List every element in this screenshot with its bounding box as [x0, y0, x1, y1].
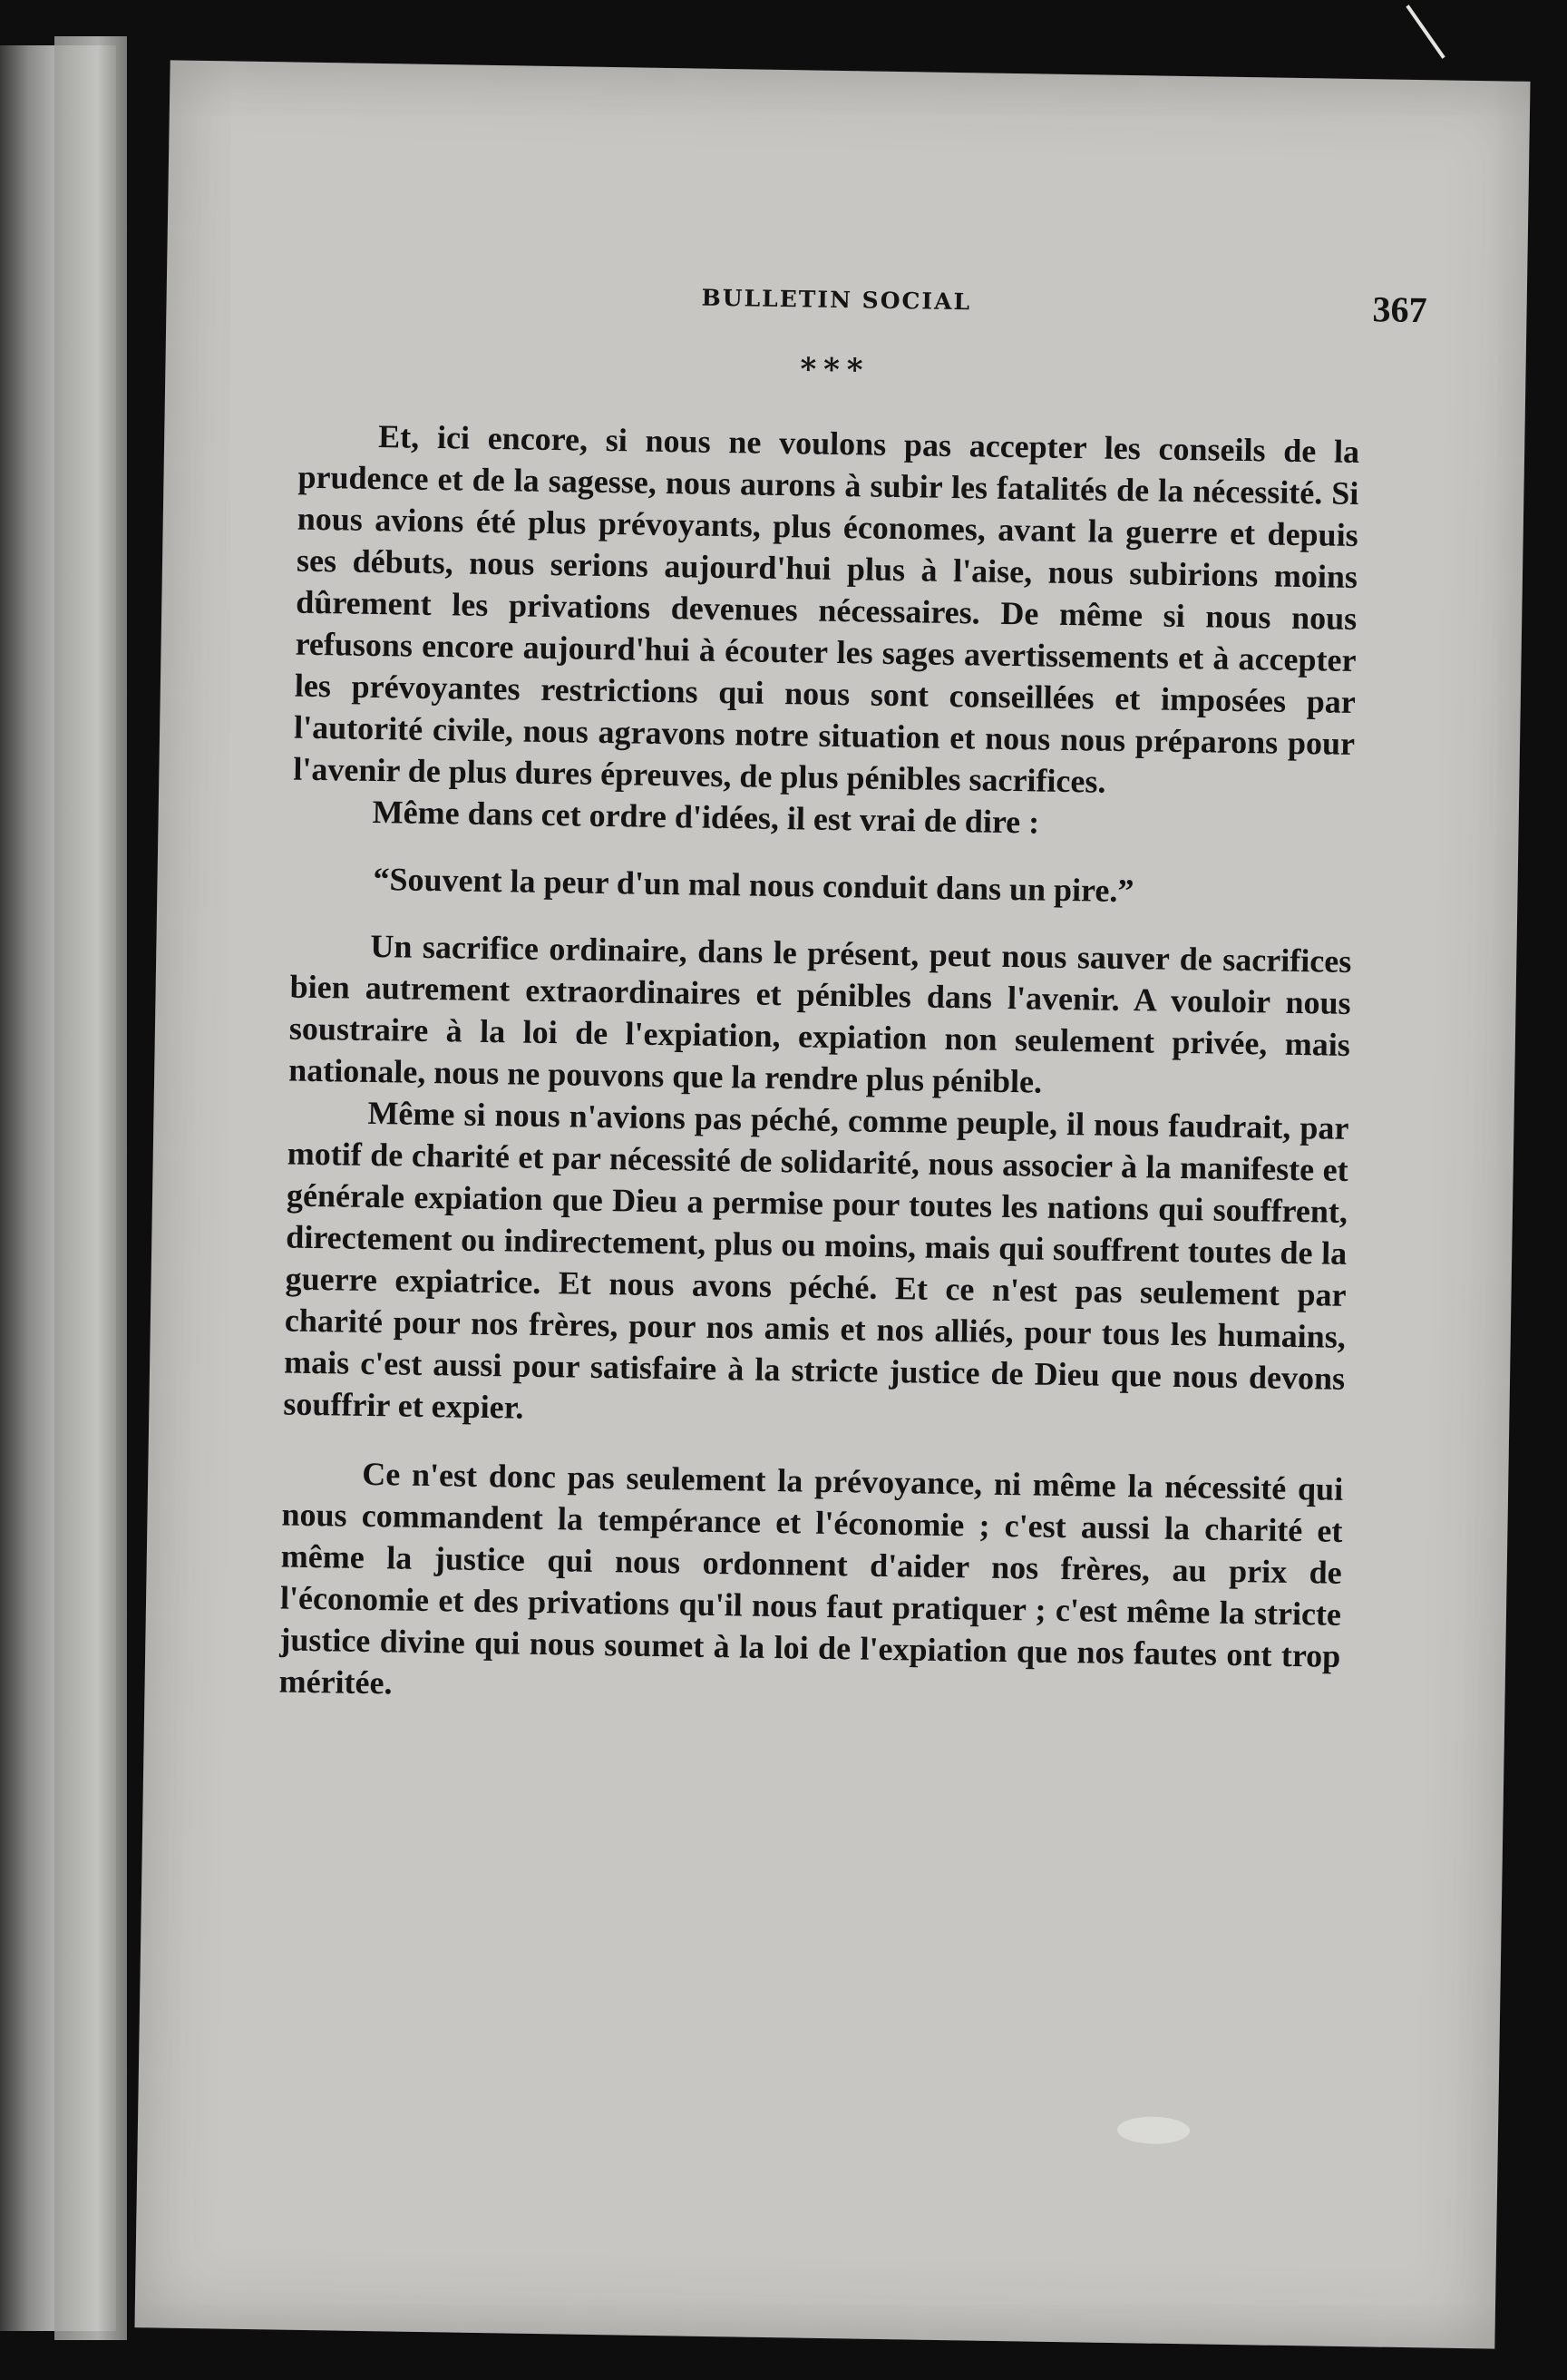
paragraph-1: Et, ici encore, si nous ne voulons pas accepter les conseils de la prudence et de la sagesse, nous aurons à subir les fatalités de la nécessité. Si nous avions été plus prévoyants, plus économes, avant la guerre et depuis ses débuts, nous serions aujourd'hui plus à l'aise, nous subirions moins dûrement les privations devenues nécessaires. De même si nous nous refusons encore aujourd'hui à écouter les sages avertissements et à accepter les prévoyantes restrictions qui nous sont conseillées et imposées par l'autorité civile, nous agravons notre situation et nous nous préparons pour l'avenir de plus dures épreuves, de plus pénibles sacrifices.: [293, 418, 1360, 800]
paragraph-4: Même si nous n'avions pas péché, comme peuple, il nous faudrait, par motif de charité et par nécessité de solidarité, nous associer à la manifeste et générale expiation que Dieu a permise pour toutes les nations qui souffrent, directement ou indirectement, plus ou moins, mais qui souffrent toutes de la guerre expiatrice. Et nous avons péché. Et ce n'est pas seulement par charité pour nos frères, pour nos amis et nos alliés, pour tous les humains, mais c'est aussi pour satisfaire à la stricte justice de Dieu que nous devons souffrir et expier.: [283, 1094, 1349, 1426]
page-stack-edge: [54, 36, 127, 2340]
corner-glare: [1406, 5, 1445, 59]
paper-blemish: [1117, 2116, 1190, 2144]
section-asterism: * * *: [800, 351, 861, 389]
paragraph-5: Ce n'est donc pas seulement la prévoyance, ni même la nécessité qui nous commandent la tempérance et l'économie ; c'est aussi la charité et même la justice qui nous ordonnent d'aider nos frères, au prix de l'économie et des privations qu'il nous faut pratiquer ; c'est même la stricte justice divine qui nous soumet à la loi de l'expiation que nos fautes ont trop méritée.: [278, 1455, 1344, 1702]
body-text: [278, 415, 1359, 1719]
page-number: 367: [1372, 288, 1427, 331]
paragraph-3: Un sacrifice ordinaire, dans le présent, peut nous sauver de sacrifices bien autrement extraordinaires et pénibles dans l'avenir. A vouloir nous soustraire à la loi de l'expiation, expiation non seulement privée, mais nationale, nous ne pouvons que la rendre plus pénible.: [287, 927, 1352, 1100]
document-page: [134, 60, 1530, 2348]
running-head: BULLETIN SOCIAL: [701, 284, 972, 316]
quotation: “Souvent la peur d'un mal nous conduit dans un pire.”: [373, 861, 1134, 910]
paragraph-2: Même dans cet ordre d'idées, il est vrai de dire :: [372, 793, 1040, 841]
